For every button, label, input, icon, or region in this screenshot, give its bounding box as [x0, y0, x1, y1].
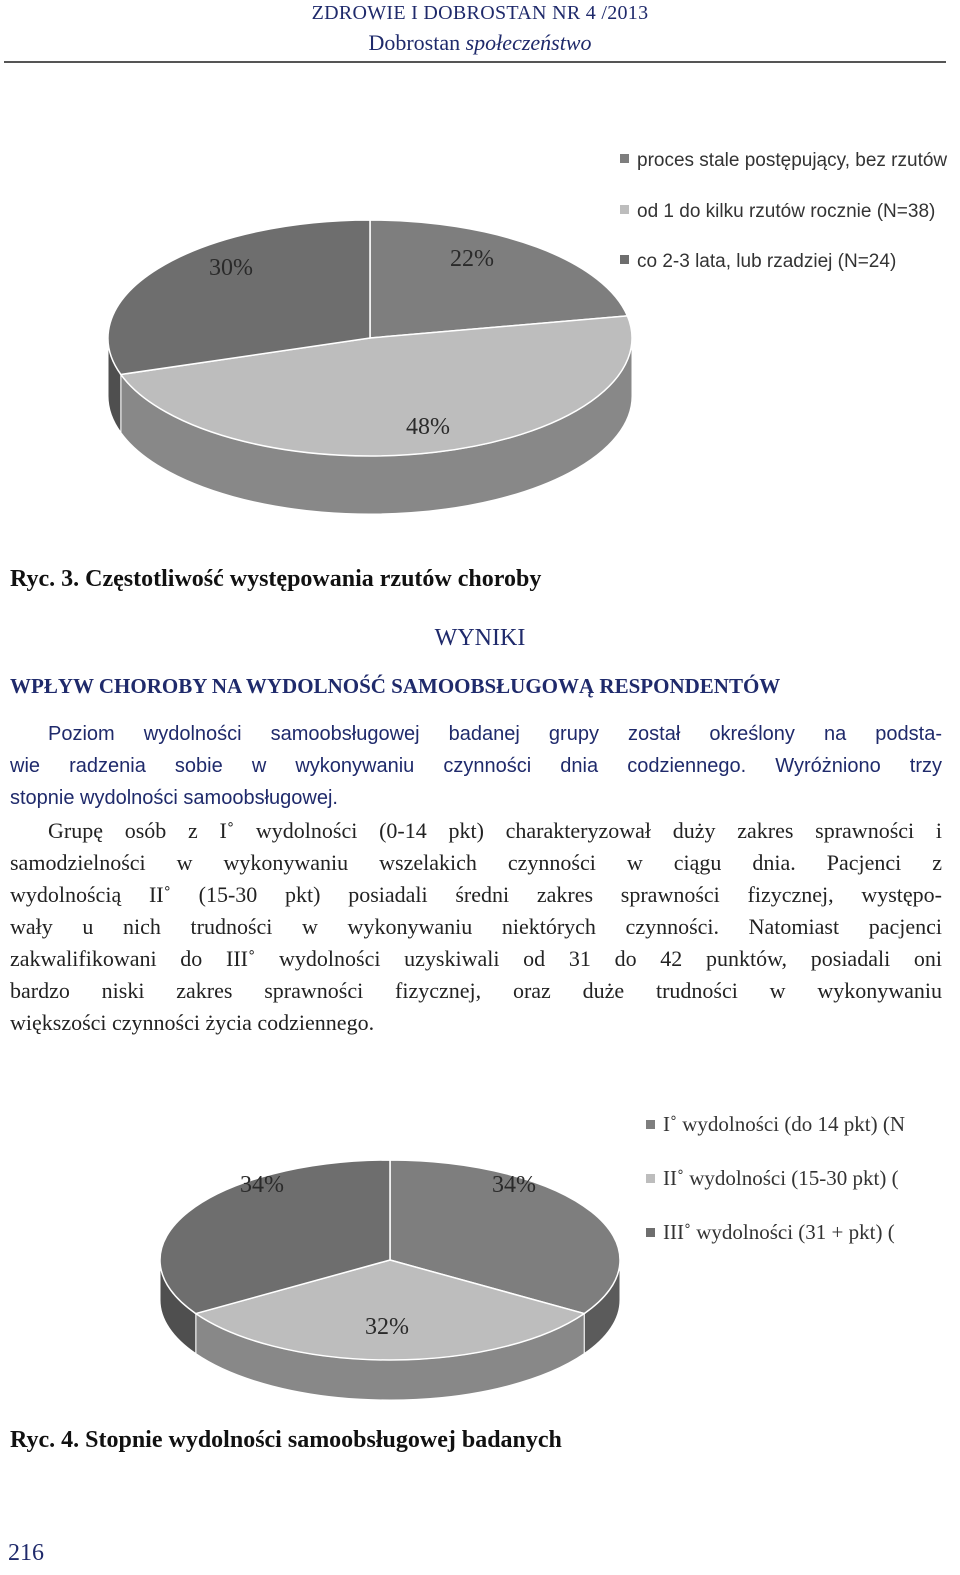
figure3-data-label: 22% [450, 246, 494, 272]
paragraph-line: większości czynności życia codziennego. [10, 1010, 375, 1035]
legend-label: proces stale postępujący, bez rzutów [637, 150, 948, 171]
legend-swatch [646, 1120, 655, 1129]
legend-swatch [620, 255, 629, 264]
paragraph-line: samodzielności w wykonywaniu wszelakich czynności w ciągu dnia. Pacjenci z [10, 850, 942, 875]
figure3-legend [620, 150, 953, 290]
figure4-legend [646, 1112, 943, 1252]
figure3-pie-chart [100, 210, 640, 530]
paragraph-line: zakwalifikowani do III˚ wydolności uzyskiwali od 31 do 42 punktów, posiadali oni [10, 946, 942, 971]
subsection-title: WPŁYW CHOROBY NA WYDOLNOŚĆ SAMOOBSŁUGOWĄ RESPONDENTÓW [10, 674, 781, 698]
figure4-pie-chart [150, 1160, 630, 1420]
legend-swatch [646, 1174, 655, 1183]
figure4-legend-item [646, 1220, 943, 1245]
paragraph-line: wały u nich trudności w wykonywaniu niektórych czynności. Natomiast pacjenci [10, 914, 942, 939]
paragraph-line: Grupę osób z I˚ wydolności (0-14 pkt) charakteryzował duży zakres sprawności i [48, 818, 942, 843]
paragraph-line: stopnie wydolności samoobsługowej. [10, 787, 338, 809]
paragraph-line: bardzo niski zakres sprawności fizycznej, oraz duże trudności w wykonywaniu [10, 978, 942, 1003]
figure3-data-label: 30% [209, 255, 253, 281]
figure3-legend-item [620, 150, 953, 172]
figure3-legend-item [620, 251, 953, 273]
journal-section-plain: Dobrostan [368, 30, 466, 55]
legend-swatch [620, 205, 629, 214]
paragraph-2 [10, 815, 942, 1039]
legend-label: I˚ wydolności (do 14 pkt) (N [663, 1112, 906, 1136]
journal-section-italic: społeczeństwo [465, 30, 592, 55]
page-number: 216 [8, 1540, 44, 1566]
paragraph-1 [10, 718, 942, 814]
paragraph-line: wydolnością II˚ (15-30 pkt) posiadali średni zakres sprawności fizycznej, występo- [10, 882, 942, 907]
figure4-legend-item [646, 1166, 943, 1191]
journal-title: ZDROWIE I DOBROSTAN NR 4 /2013 [311, 2, 649, 24]
header-rule [4, 61, 946, 63]
figure3-data-label: 48% [406, 414, 450, 440]
figure4-legend-item [646, 1112, 943, 1137]
figure4-caption: Ryc. 4. Stopnie wydolności samoobsługowej badanych [10, 1427, 562, 1453]
legend-swatch [646, 1228, 655, 1237]
section-title: WYNIKI [434, 625, 526, 651]
legend-label: III˚ wydolności (31 + pkt) ( [663, 1220, 895, 1244]
paragraph-line: Poziom wydolności samoobsługowej badanej grupy został określony na podsta- [48, 723, 942, 745]
figure4-data-label: 32% [365, 1314, 409, 1340]
journal-section [0, 30, 960, 56]
figure4-data-label: 34% [492, 1172, 536, 1198]
legend-label: co 2-3 lata, lub rzadziej (N=24) [637, 251, 897, 272]
legend-label: II˚ wydolności (15-30 pkt) ( [663, 1166, 899, 1190]
figure3-caption: Ryc. 3. Częstotliwość występowania rzutów choroby [10, 566, 542, 592]
figure4-data-label: 34% [240, 1172, 284, 1198]
legend-label: od 1 do kilku rzutów rocznie (N=38) [637, 201, 936, 222]
figure3-legend-item [620, 201, 953, 223]
paragraph-line: wie radzenia sobie w wykonywaniu czynności dnia codziennego. Wyróżniono trzy [10, 755, 942, 777]
legend-swatch [620, 154, 629, 163]
